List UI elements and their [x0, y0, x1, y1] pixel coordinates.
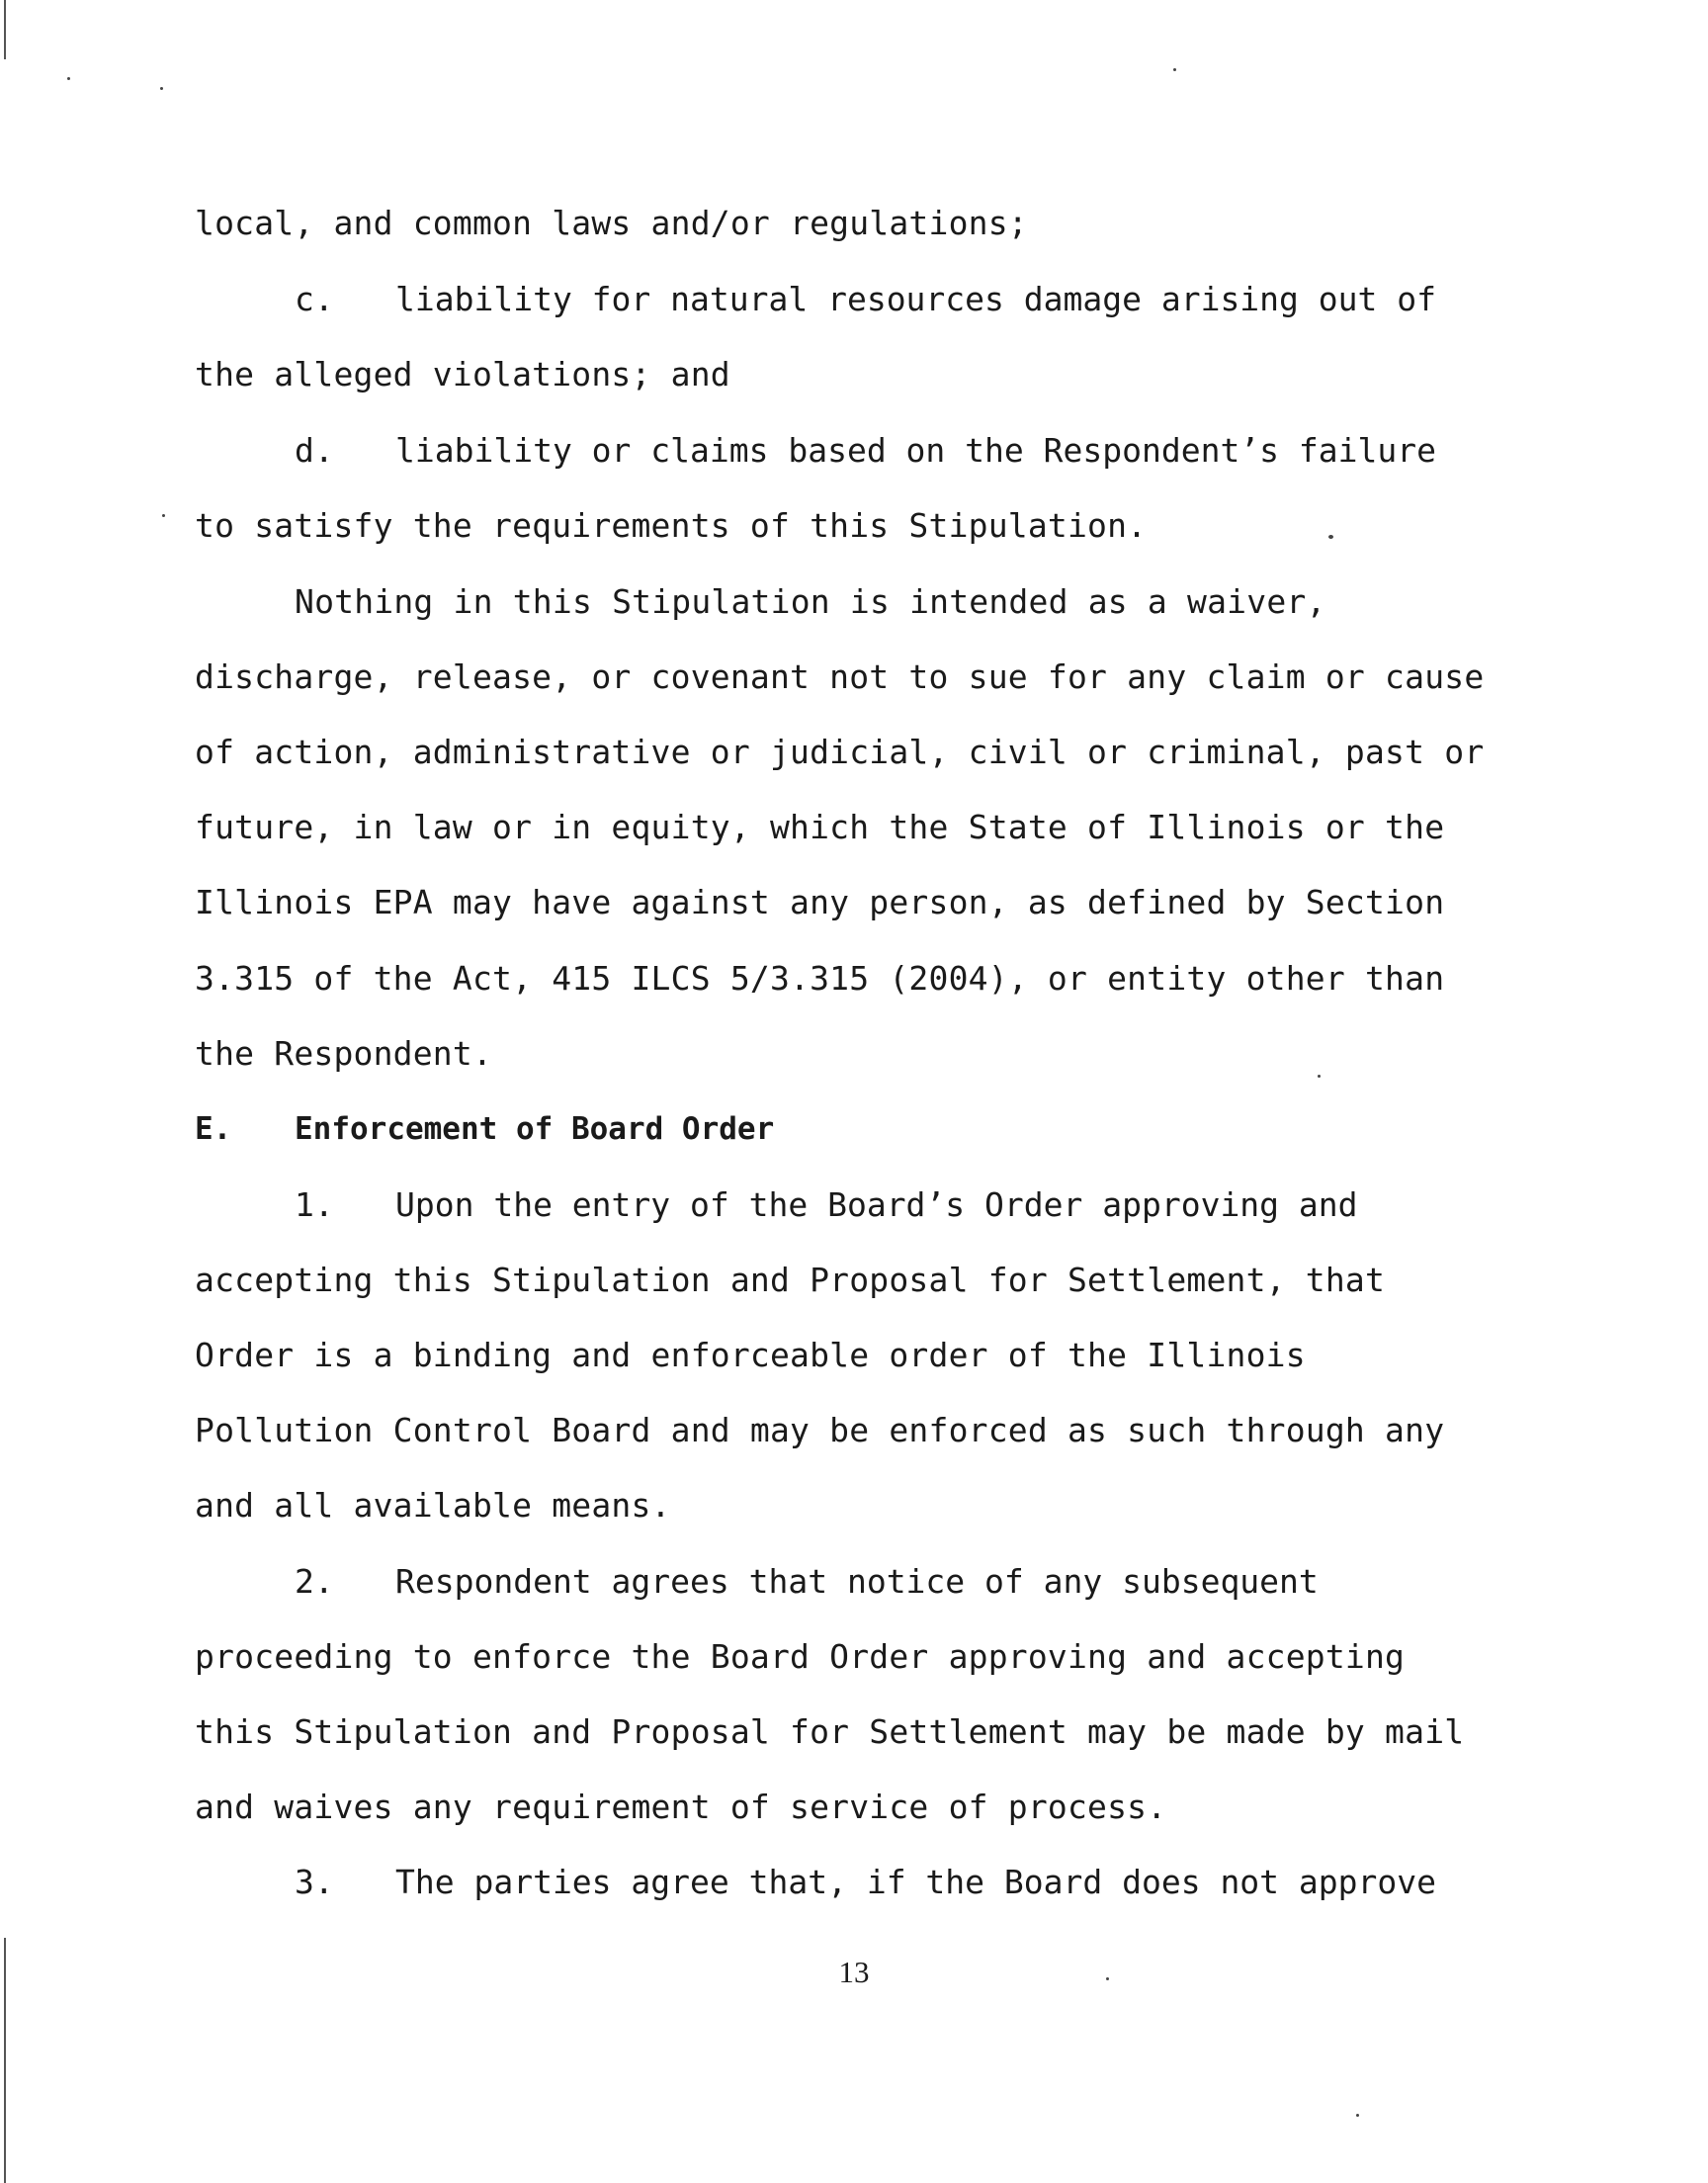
text-line: proceeding to enforce the Board Order approving and accepting: [195, 1637, 1406, 1676]
text-line: Illinois EPA may have against any person, as defined by Section: [195, 883, 1445, 921]
text-line: Nothing in this Stipulation is intended as a waiver,: [295, 582, 1326, 621]
list-label-3: 3.: [295, 1863, 334, 1901]
scan-speck: [160, 87, 163, 90]
scan-speck: [162, 514, 165, 517]
text-line: and all available means.: [195, 1486, 671, 1525]
scan-edge-mark: [4, 0, 6, 59]
scan-speck: [67, 77, 70, 80]
scan-speck: [1318, 1075, 1321, 1078]
text-line: future, in law or in equity, which the State of Illinois or the: [195, 808, 1445, 846]
list-label-c: c.: [295, 280, 334, 318]
text-line: the alleged violations; and: [195, 355, 730, 393]
text-line: 3.315 of the Act, 415 ILCS 5/3.315 (2004), or entity other than: [195, 959, 1445, 998]
text-line: Pollution Control Board and may be enforced as such through any: [195, 1411, 1445, 1449]
text-line: local, and common laws and/or regulations;: [195, 204, 1028, 242]
section-title: Enforcement of Board Order: [295, 1111, 775, 1147]
text-line: liability or claims based on the Respondent’s failure: [395, 431, 1436, 470]
scan-speck: [1173, 68, 1176, 71]
list-label-1: 1.: [295, 1185, 334, 1224]
scan-speck: [1356, 2114, 1359, 2117]
scan-speck: [1328, 535, 1333, 539]
text-line: this Stipulation and Proposal for Settlement may be made by mail: [195, 1712, 1465, 1751]
text-line: Order is a binding and enforceable order of the Illinois: [195, 1336, 1306, 1374]
text-line: The parties agree that, if the Board does not approve: [395, 1863, 1436, 1901]
scan-speck: [1106, 1977, 1109, 1980]
list-label-d: d.: [295, 431, 334, 470]
text-line: discharge, release, or covenant not to sue for any claim or cause: [195, 657, 1485, 696]
list-label-2: 2.: [295, 1562, 334, 1601]
section-letter: E.: [195, 1111, 232, 1147]
text-line: Respondent agrees that notice of any subsequent: [395, 1562, 1319, 1601]
text-line: Upon the entry of the Board’s Order approving and: [395, 1185, 1358, 1224]
text-line: the Respondent.: [195, 1034, 493, 1073]
page-number: 13: [838, 1955, 870, 1989]
text-line: and waives any requirement of service of process.: [195, 1788, 1167, 1826]
text-line: accepting this Stipulation and Proposal for Settlement, that: [195, 1261, 1386, 1299]
text-line: of action, administrative or judicial, civil or criminal, past or: [195, 733, 1485, 771]
text-line: liability for natural resources damage arising out of: [395, 280, 1436, 318]
text-line: to satisfy the requirements of this Stipulation.: [195, 506, 1148, 545]
